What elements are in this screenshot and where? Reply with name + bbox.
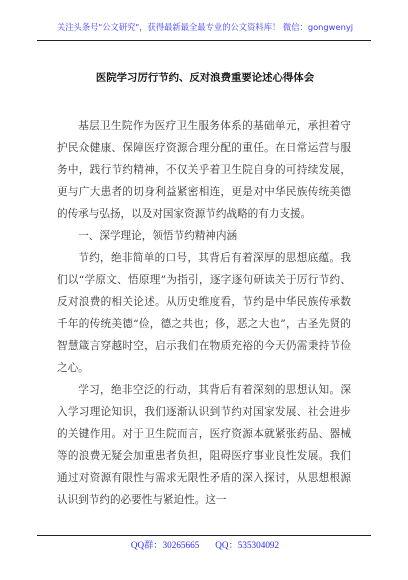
document-title: 医院学习厉行节约、反对浪费重要论述心得体会 [95,72,315,84]
footer-qq-group: QQ群：30265665 [130,540,200,550]
header-divider [37,40,371,41]
body-paragraph-2: 节约，绝非简单的口号，其背后有着深厚的思想底蕴。我们以“学原文、悟原理”为指引，逐字逐句研读关于厉行节约、反对浪费的相关论述。从历史维度看，节约是中华民族传承数千年的传统美德“俭，德之共也；侈，恶之大也”，古圣先贤的智慧箴言穿越时空，启示我们在物质充裕的今天仍需秉持节俭之心。 [57,252,351,374]
body-paragraph-3: 学习，绝非空泛的行动，其背后有着深刻的思想认知。深入学习理论知识，我们逐渐认识到节约对国家发展、社会进步的关键作用。对于卫生院而言，医疗资源本就紧张药品、器械等的浪费无疑会加重患者负担，阻碍医疗事业良性发展。我们通过对资源有限性与需求无限性矛盾的深入探讨，从思想根源认识到节约的必要性与紧迫性。这一 [57,384,351,506]
footer-qq: QQ：535304092 [215,540,280,550]
footer-divider [37,535,371,536]
body-paragraph-intro: 基层卫生院作为医疗卫生服务体系的基础单元，承担着守护民众健康、保障医疗资源合理分配的重任。在日常运营与服务中，践行节约精神，不仅关乎着卫生院自身的可持续发展，更与广大患者的切身利益紧密相连，更是对中华民族传统美德的传承与弘扬，以及对国家资源节约战略的有力支援。 [57,120,351,220]
section-heading-1: 一、深学理论，领悟节约精神内涵 [78,230,238,242]
header-promo-text: 关注头条号"公文研究"，获得最新最全最专业的公文资料库！ 微信：gongwenyj [56,22,354,32]
document-body [57,115,351,511]
footer-contact [40,537,370,551]
